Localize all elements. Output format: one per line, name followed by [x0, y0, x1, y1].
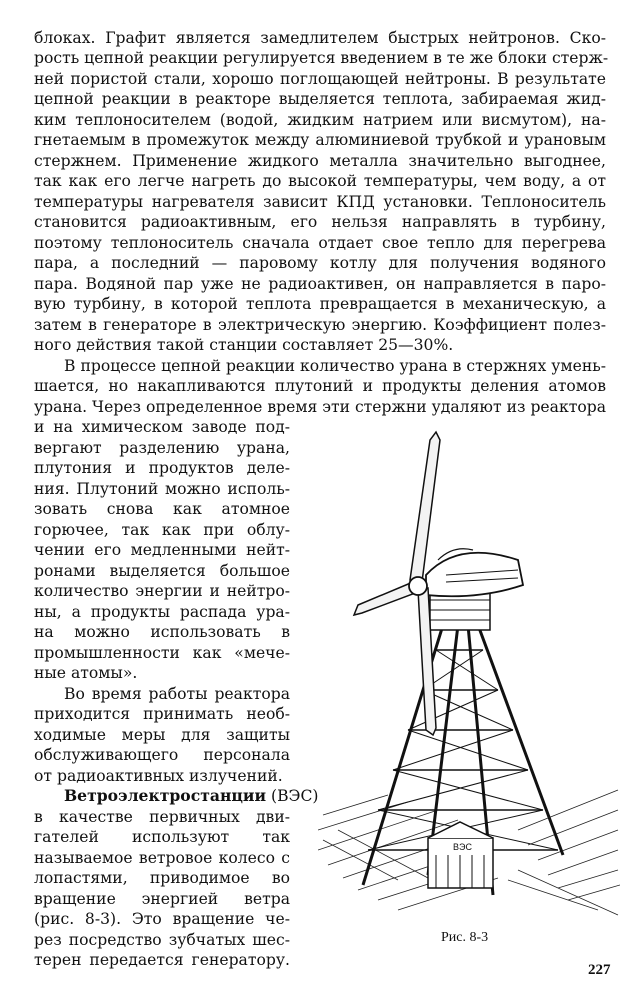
text-line: рез посредство зубчатых шес- [34, 931, 290, 949]
text-line: блоках. Графит является замедлителем быстрых нейтронов. Ско- [34, 29, 606, 47]
text-line: и на химическом заводе под- [34, 418, 290, 436]
text-line: становится радиоактивным, его нельзя направлять в турбину, [34, 213, 606, 231]
page-number: 227 [588, 962, 611, 978]
text-line: приходится принимать необ- [34, 705, 290, 723]
text-line: (рис. 8-3). Это вращение че- [34, 910, 290, 928]
text-line: так как его легче нагреть до высокой температуры, чем воду, а от [34, 172, 606, 190]
text-line: температуры нагревателя зависит КПД установки. Теплоноситель [34, 193, 606, 211]
text-line: Во время работы реактора [64, 685, 290, 703]
text-line: на можно использовать в [34, 623, 290, 641]
text-line: ния. Плутоний можно исполь- [34, 480, 290, 498]
text-line: рость цепной реакции регулируется введением в те же блоки стерж- [34, 49, 609, 67]
text-line: от радиоактивных излучений. [34, 767, 283, 785]
text-line: ны, а продукты распада ура- [34, 603, 290, 621]
text-line: гателей используют так [34, 828, 290, 846]
nacelle [426, 549, 523, 597]
text-line: стержнем. Применение жидкого металла значительно выгоднее, [34, 152, 606, 170]
text-line: цепной реакции в реакторе выделяется теплота, забираемая жид- [34, 90, 606, 108]
base-building [428, 822, 493, 888]
text-line: ронами выделяется большое [34, 562, 290, 580]
text-line: шается, но накапливаются плутоний и продукты деления атомов [34, 377, 606, 395]
text-line: вращение энергией ветра [34, 890, 290, 908]
text-line: ней пористой стали, хорошо поглощающей нейтроны. В результате [34, 70, 606, 88]
text-line: ходимые меры для защиты [34, 726, 290, 744]
base-label: ВЭС [453, 842, 472, 852]
text-line: вергают разделению урана, [34, 439, 290, 457]
text-line: обслуживающего персонала [34, 746, 290, 764]
figure-caption: Рис. 8-3 [441, 930, 489, 945]
text-line: плутония и продуктов деле- [34, 459, 290, 477]
text-line: называемое ветровое колесо с [34, 849, 290, 867]
text-line: пара. Водяной пар уже не радиоактивен, он направляется в паро- [34, 275, 606, 293]
text-line: в качестве первичных дви- [34, 808, 290, 826]
text-line [34, 786, 319, 806]
text-line: В процессе цепной реакции количество урана в стержнях умень- [64, 357, 606, 375]
text-line: чении его медленными нейт- [34, 541, 290, 559]
section-term-abbrev: (ВЭС) [271, 787, 319, 805]
text-line: вую турбину, в которой теплота превращается в механическую, а [34, 295, 606, 313]
text-line: терен передается генератору. [34, 951, 290, 969]
section-term: Ветроэлектростанции [64, 786, 267, 805]
text-line: урана. Через определенное время эти стержни удаляют из реактора [34, 398, 606, 416]
wind-turbine-figure [318, 410, 620, 932]
text-line: горючее, так как при облу- [34, 521, 290, 539]
text-line: зовать снова как атомное [34, 500, 290, 518]
text-line: ким теплоносителем (водой, жидким натрием или висмутом), на- [34, 111, 606, 129]
text-line: пара, а последний — паровому котлу для получения водяного [34, 254, 606, 272]
text-line: ного действия такой станции составляет 25—30%. [34, 336, 454, 354]
text-line: ные атомы». [34, 664, 138, 682]
text-line: гнетаемым в промежуток между алюминиевой трубкой и урановым [34, 131, 606, 149]
text-line: количество энергии и нейтро- [34, 582, 290, 600]
text-line: лопастями, приводимое во [34, 869, 290, 887]
text-line: промышленности как «мече- [34, 644, 290, 662]
rotor-blades [354, 432, 440, 735]
text-line: затем в генераторе в электрическую энергию. Коэффициент полез- [34, 316, 606, 334]
text-line: поэтому теплоноситель сначала отдает свое тепло для перегрева [34, 234, 606, 252]
